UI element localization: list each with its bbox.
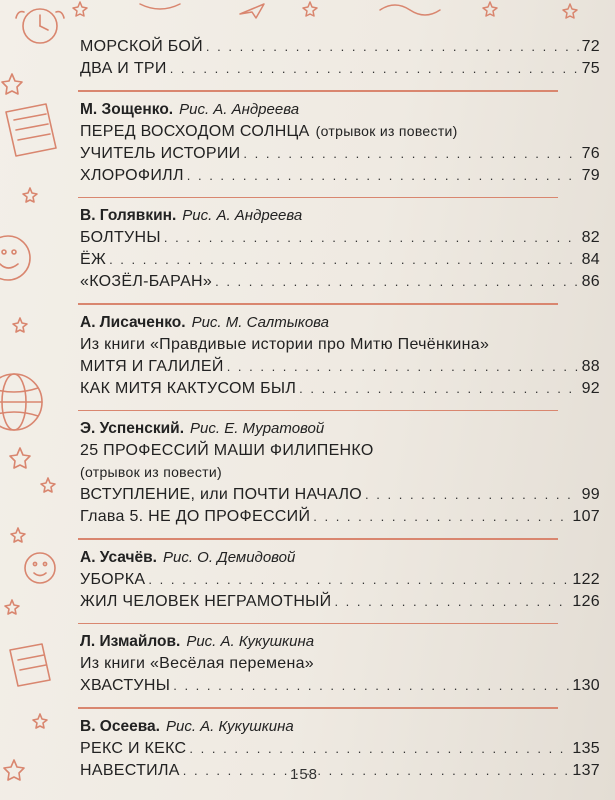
author-line (80, 314, 600, 336)
globe-icon (0, 374, 42, 430)
toc-entry (80, 508, 600, 530)
toc-entry-title: «КОЗЁЛ-БАРАН» (80, 273, 213, 290)
leader-dots (206, 39, 579, 54)
squiggle-doodle (140, 4, 180, 9)
toc-entry-title: БОЛТУНЫ (80, 229, 161, 246)
toc-subtitle (80, 655, 600, 677)
author-line (80, 633, 600, 655)
leader-dots (189, 741, 569, 756)
toc-entry-page: 107 (572, 508, 600, 525)
subtitle-text: 25 ПРОФЕССИЙ МАШИ ФИЛИПЕНКО (80, 442, 374, 459)
table-of-contents (80, 38, 600, 784)
illustrator-credit: Рис. М. Салтыкова (191, 313, 330, 331)
author-section (80, 420, 600, 530)
author-name: А. Усачёв. (80, 548, 157, 566)
doodle-margin (0, 0, 68, 800)
toc-entry (80, 762, 600, 784)
toc-entry-title: ЖИЛ ЧЕЛОВЕК НЕГРАМОТНЫЙ (80, 592, 332, 610)
section-divider (78, 410, 558, 412)
star-icon (563, 4, 577, 18)
leader-dots (243, 146, 578, 161)
star-icon (33, 714, 47, 728)
author-line (80, 101, 600, 123)
leader-dots (365, 487, 579, 502)
star-icon (11, 528, 25, 542)
leader-dots (299, 381, 578, 396)
toc-entry-title: УБОРКА (80, 570, 146, 588)
notebook-icon (6, 104, 56, 156)
star-icon (5, 600, 19, 614)
toc-entry-title: НАВЕСТИЛА (80, 761, 180, 779)
author-section (80, 633, 600, 699)
toc-entry-title: Глава 5. НЕ ДО ПРОФЕССИЙ (80, 508, 311, 525)
subtitle-note: (отрывок из повести) (80, 464, 222, 480)
toc-entry-title: ДВА И ТРИ (80, 60, 167, 77)
illustrator-credit: Рис. А. Кукушкина (165, 717, 294, 735)
toc-entry-page: 86 (581, 273, 600, 290)
toc-entry-page: 79 (581, 166, 600, 184)
toc-entry-page: 82 (581, 229, 600, 246)
subtitle-text: Из книги «Весёлая перемена» (80, 655, 314, 672)
leader-dots (109, 252, 579, 267)
toc-entry-page: 137 (572, 761, 600, 779)
leader-dots (227, 359, 579, 374)
section-divider (78, 538, 558, 540)
toc-entry (80, 380, 600, 402)
leader-dots (187, 168, 579, 183)
illustrator-credit: Рис. О. Демидовой (162, 548, 296, 566)
toc-entry (80, 60, 600, 82)
toc-entry (80, 145, 600, 167)
notebook-icon (10, 644, 50, 686)
author-section (80, 207, 600, 295)
star-icon (10, 448, 30, 468)
toc-entry-page: 130 (572, 677, 600, 694)
leader-dots (313, 509, 569, 524)
toc-entry (80, 358, 600, 380)
author-name: В. Голявкин. (80, 207, 177, 224)
leader-dots (148, 572, 569, 587)
author-section (80, 101, 600, 189)
star-icon (4, 760, 24, 780)
toc-entry-title: УЧИТЕЛЬ ИСТОРИИ (80, 144, 241, 162)
author-name: А. Лисаченко. (80, 313, 186, 331)
illustrator-credit: Рис. Е. Муратовой (190, 420, 325, 437)
star-icon (13, 318, 27, 332)
toc-entry-title: ЁЖ (80, 251, 107, 268)
toc-entry (80, 740, 600, 762)
toc-entry-page: 72 (581, 38, 600, 55)
subtitle-text: ПЕРЕД ВОСХОДОМ СОЛНЦА (80, 122, 310, 140)
smiley-face-icon (25, 553, 55, 583)
toc-sections (80, 90, 600, 784)
paper-plane-icon (240, 4, 264, 18)
toc-entry (80, 593, 600, 615)
toc-entry-title: ХЛОРОФИЛЛ (80, 166, 184, 184)
star-icon (23, 188, 37, 202)
toc-entry-title: ХВАСТУНЫ (80, 677, 171, 694)
alarm-clock-icon (16, 9, 64, 43)
leader-dots (334, 594, 569, 609)
toc-subtitle (80, 442, 600, 464)
author-name: Э. Успенский. (80, 420, 185, 437)
section-divider (78, 623, 558, 625)
toc-entry (80, 167, 600, 189)
section-divider (78, 707, 558, 709)
author-section (80, 549, 600, 615)
section-divider (78, 197, 558, 199)
squiggle-doodle (380, 5, 440, 15)
star-icon (41, 478, 55, 492)
toc-entry-title: РЕКС И КЕКС (80, 739, 187, 757)
leader-dots (173, 678, 569, 693)
toc-entry-page: 88 (581, 357, 600, 375)
subtitle-text: Из книги «Правдивые истории про Митю Печёнкина» (80, 335, 490, 353)
toc-entry (80, 38, 600, 60)
author-name: Л. Измайлов. (80, 633, 181, 650)
toc-entry-page: 122 (572, 570, 600, 588)
author-section (80, 314, 600, 402)
author-line (80, 420, 600, 442)
toc-subtitle (80, 123, 600, 145)
toc-top-group (80, 38, 600, 82)
toc-subtitle (80, 336, 600, 358)
toc-entry-title: КАК МИТЯ КАКТУСОМ БЫЛ (80, 379, 297, 397)
toc-entry-page: 76 (581, 144, 600, 162)
section-divider (78, 90, 558, 92)
leader-dots (183, 763, 570, 778)
toc-subtitle (80, 464, 600, 486)
author-section (80, 718, 600, 784)
leader-dots (164, 230, 579, 245)
smiley-face-icon (0, 236, 30, 280)
toc-entry (80, 677, 600, 699)
toc-entry-page: 126 (572, 592, 600, 610)
toc-entry (80, 571, 600, 593)
toc-entry-page: 84 (581, 251, 600, 268)
toc-entry-title: МИТЯ И ГАЛИЛЕЙ (80, 357, 224, 375)
illustrator-credit: Рис. А. Андреева (179, 100, 300, 118)
leader-dots (215, 274, 578, 289)
toc-entry-page: 92 (581, 379, 600, 397)
doodle-top-border (60, 0, 615, 22)
leader-dots (170, 61, 579, 76)
star-icon (483, 2, 497, 16)
toc-entry-page: 135 (572, 739, 600, 757)
author-name: М. Зощенко. (80, 100, 174, 118)
star-icon (303, 2, 317, 16)
toc-entry-page: 99 (581, 486, 600, 503)
author-line (80, 718, 600, 740)
toc-entry (80, 273, 600, 295)
toc-entry (80, 486, 600, 508)
star-icon (73, 2, 87, 16)
star-icon (2, 74, 22, 94)
toc-entry (80, 229, 600, 251)
toc-entry (80, 251, 600, 273)
toc-entry-title: МОРСКОЙ БОЙ (80, 38, 203, 55)
author-name: В. Осеева. (80, 717, 160, 735)
author-line (80, 549, 600, 571)
illustrator-credit: Рис. А. Андреева (182, 207, 303, 224)
author-line (80, 207, 600, 229)
section-divider (78, 303, 558, 305)
toc-entry-title: ВСТУПЛЕНИЕ, или ПОЧТИ НАЧАЛО (80, 486, 363, 503)
toc-entry-page: 75 (581, 60, 600, 77)
illustrator-credit: Рис. А. Кукушкина (186, 633, 315, 650)
page-number: 158 (290, 766, 319, 783)
subtitle-note: (отрывок из повести) (315, 122, 458, 139)
